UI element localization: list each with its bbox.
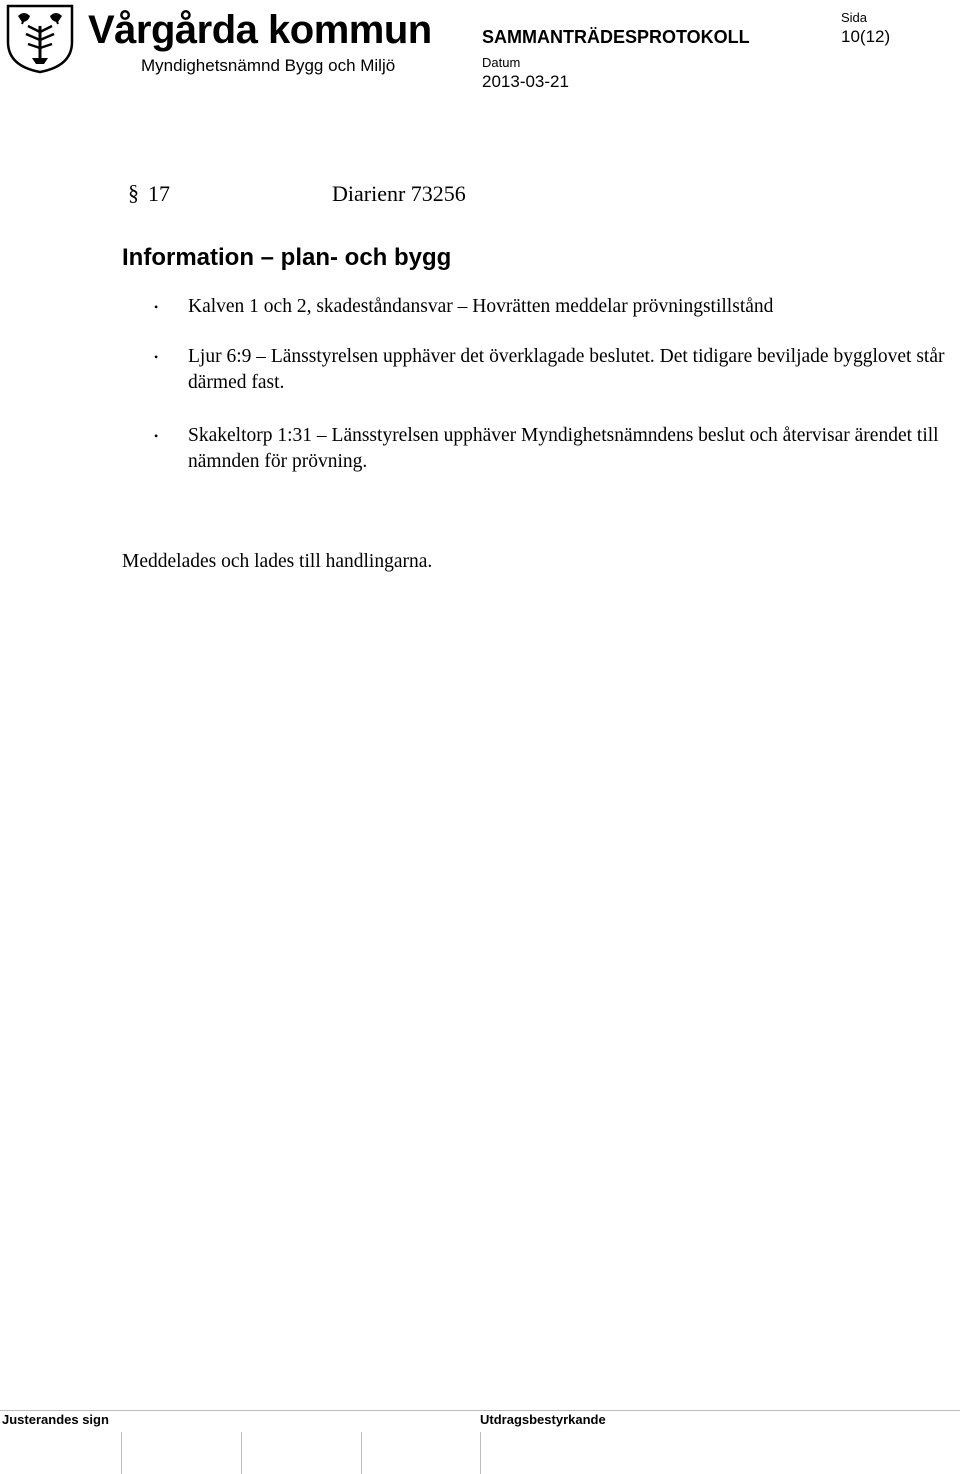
list-item: • Skakeltorp 1:31 – Länsstyrelsen upphäver Myndighetsnämndens beslut och återvisar ärendet till nämnden för prövning.	[188, 423, 948, 475]
list-item: • Ljur 6:9 – Länsstyrelsen upphäver det överklagade beslutet. Det tidigare beviljade bygglovet står därmed fast.	[188, 344, 948, 396]
signature-field[interactable]	[241, 1432, 242, 1474]
paragraph-number: 17	[148, 181, 170, 206]
signature-label: Justerandes sign	[2, 1412, 109, 1427]
section-heading: Information – plan- och bygg	[122, 244, 452, 271]
page-label: Sida	[841, 10, 868, 25]
paragraph-sign: §	[128, 180, 139, 205]
date-label: Datum	[482, 55, 521, 70]
document-type: SAMMANTRÄDESPROTOKOLL	[482, 27, 750, 47]
page-number: 10(12)	[841, 27, 891, 46]
signature-field[interactable]	[361, 1432, 362, 1474]
date-value: 2013-03-21	[482, 72, 569, 91]
signature-field[interactable]	[480, 1432, 481, 1474]
municipality-name: Vårgårda kommun	[88, 8, 432, 52]
diarie-number: Diarienr 73256	[332, 181, 466, 206]
signature-field[interactable]	[121, 1432, 122, 1474]
closing-statement: Meddelades och lades till handlingarna.	[122, 551, 433, 572]
certification-label: Utdragsbestyrkande	[480, 1412, 606, 1427]
coat-of-arms-icon	[4, 2, 76, 74]
list-item: • Kalven 1 och 2, skadeståndansvar – Hovrätten meddelar prövningstillstånd	[188, 294, 948, 320]
footer-divider	[0, 1410, 960, 1411]
department-name: Myndighetsnämnd Bygg och Miljö	[141, 56, 396, 75]
